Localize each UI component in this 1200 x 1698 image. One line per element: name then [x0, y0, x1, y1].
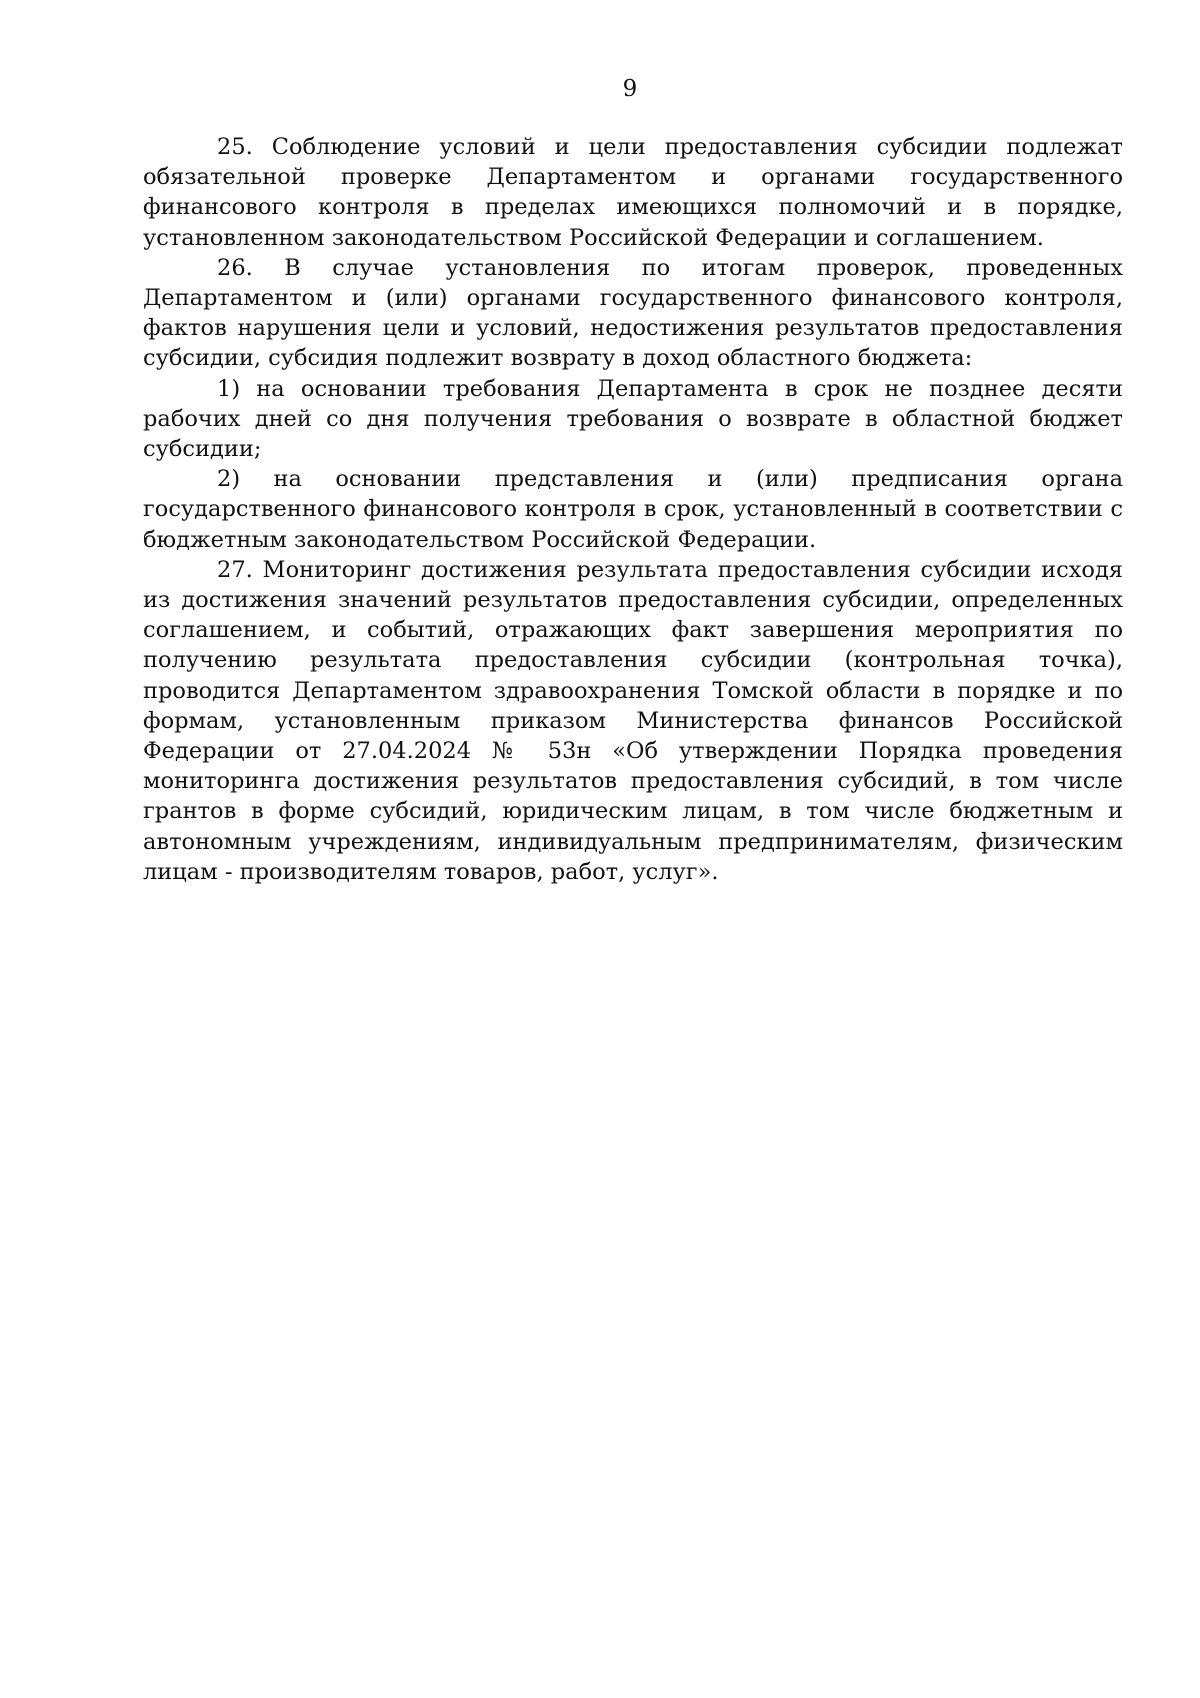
paragraph-26-item-1: 1) на основании требования Департамента в срок не позднее десяти рабочих дней со дня получения требования о возврате в областной бюджет субсидии; [143, 375, 1123, 463]
paragraph-25: 25. Соблюдение условий и цели предоставления субсидии подлежат обязательной проверке Департаментом и органами государственного финансового контроля в пределах имеющихся полномочий и в порядке, установленном законодательством Российской Федерации и соглашением. [143, 134, 1123, 251]
paragraph-26-item-2: 2) на основании представления и (или) предписания органа государственного финансового контроля в срок, установленный в соответствии с бюджетным законодательством Российской Федерации. [143, 466, 1123, 553]
document-body [143, 132, 1123, 887]
paragraph-27: 27. Мониторинг достижения результата предоставления субсидии исходя из достижения значений результатов предоставления субсидии, определенных соглашением, и событий, отражающих факт завершения мероприятия по получению результата предоставления субсидии (контрольная точка), проводится Департаментом здравоохранения Томской области в порядке и по формам, установленным приказом Министерства финансов Российской Федерации от 27.04.2024 № 53н «Об утверждении Порядка проведения мониторинга достижения результатов предоставления субсидий, в том числе грантов в форме субсидий, юридическим лицам, в том числе бюджетным и автономным учреждениям, индивидуальным предпринимателям, физическим лицам - производителям товаров, работ, услуг». [143, 556, 1123, 885]
paragraph-26: 26. В случае установления по итогам проверок, проведенных Департаментом и (или) органами государственного финансового контроля, фактов нарушения цели и условий, недостижения результатов предоставления субсидии, субсидия подлежит возврату в доход областного бюджета: [143, 254, 1123, 372]
page-number: 9 [622, 76, 638, 102]
